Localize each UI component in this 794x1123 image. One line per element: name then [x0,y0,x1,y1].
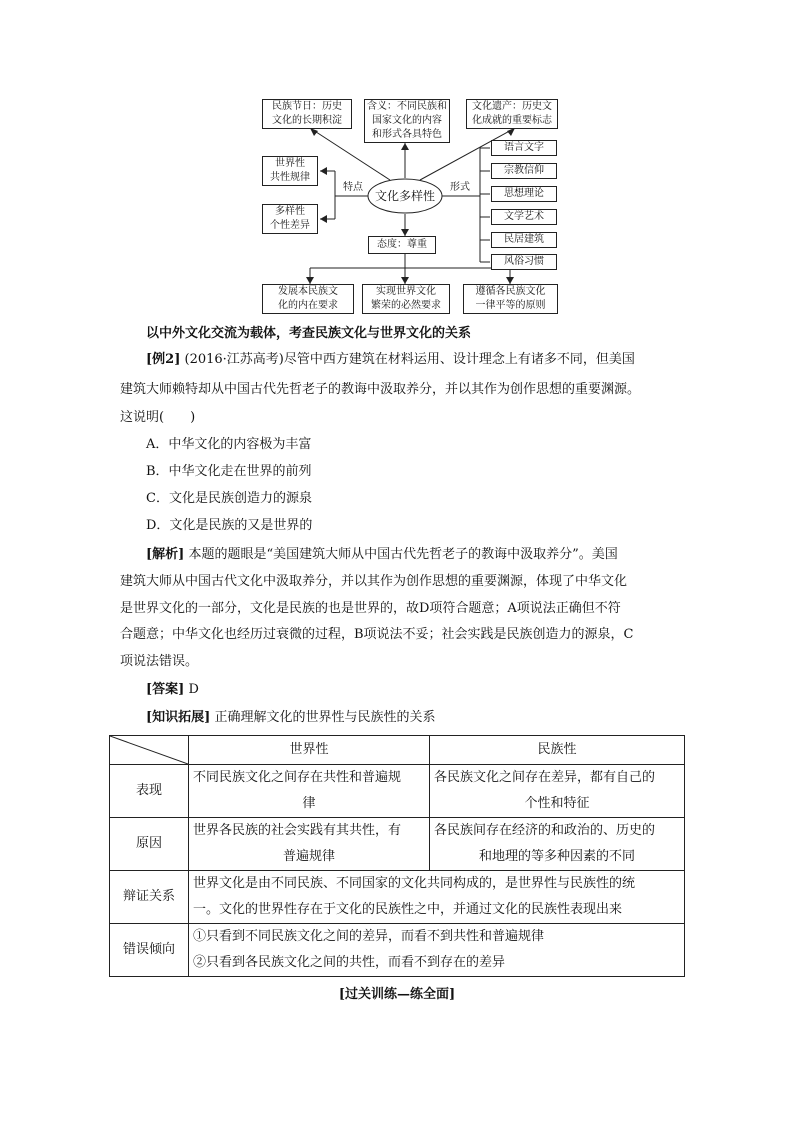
cell-line: 和地理的等多种因素的不同 [478,849,635,864]
section-heading: 以中外文化交流为载体，考查民族文化与世界文化的关系 [146,326,472,341]
knowledge-line [146,705,435,731]
comparison-table [109,735,685,977]
diagonal-header-cell [110,736,189,765]
cell-line: 普遍规律 [282,849,335,864]
attitude-box: 态度：尊重 [368,236,436,254]
diagram-box-universality [262,156,318,186]
form-box: 语言文字 [491,140,557,156]
row-label: 辩证关系 [110,871,189,924]
table-cell [189,924,685,977]
cell-line: 律 [302,796,316,811]
answer-line [146,677,199,703]
table-cell [189,871,685,924]
box-line: 多样性 [275,206,305,217]
form-label: 形式 [450,182,470,193]
answer-tag: [答案] [146,682,185,697]
diagonal-line [110,736,188,764]
box-line: 遵循各民族文化 [475,286,546,297]
box-line: 化的内在要求 [278,300,338,311]
box-line: 和形式各具特色 [372,129,442,140]
diagram-connectors [0,0,794,330]
diagram-box-festival [262,99,352,129]
box-line: 世界性 [275,158,305,169]
table-row [110,818,685,871]
answer-value: D [188,682,199,697]
knowledge-title: 正确理解文化的世界性与民族性的关系 [214,710,436,725]
analysis-text-4: 合题意；中华文化也经历过衰微的过程，B项说法不妥；社会实践是民族创造力的源泉，C [120,627,634,642]
diagram-box-develop [262,284,354,314]
feature-label: 特点 [343,182,363,193]
header-universality: 世界性 [189,736,430,765]
cell-line: 各民族间存在经济的和政治的、历史的 [434,823,656,838]
analysis-text-3: 是世界文化的一部分，文化是民族的也是世界的，故D项符合题意；A项说法正确但不符 [120,601,621,616]
table-row [110,924,685,977]
box-line: 共性规律 [270,172,310,183]
box-line: 发展本民族文 [278,286,338,297]
analysis-first-line [146,542,618,568]
box-line: 个性差异 [270,220,310,231]
box-line: 含义：不同民族和 [367,101,447,112]
box-line: 实现世界文化 [376,286,436,297]
diagram-box-heritage [466,99,558,129]
example-stem-1: 尽管中西方建筑在材料运用、设计理念上有诸多不同，但美国 [283,352,635,367]
box-line: 一律平等的原则 [475,300,546,311]
table-header-row [110,736,685,765]
form-box: 宗教信仰 [491,163,557,179]
option-b: B．中华文化走在世界的前列 [146,464,312,479]
box-line: 文化遗产：历史文 [472,101,552,112]
example-first-line [146,347,635,373]
cell-line: 一。文化的世界性存在于文化的民族性之中，并通过文化的民族性表现出来 [193,902,623,917]
box-line: 民族节日：历史 [272,101,342,112]
row-label: 错误倾向 [110,924,189,977]
box-line: 化成就的重要标志 [472,115,552,126]
example-tag: [例2] [146,352,181,367]
example-stem-2: 建筑大师赖特却从中国古代先哲老子的教诲中汲取养分，并以其作为创作思想的重要渊源。 [120,382,641,397]
option-a: A．中华文化的内容极为丰富 [146,437,312,452]
form-box: 风俗习惯 [491,254,557,270]
form-box: 文学艺术 [491,209,557,225]
box-line: 文化的长期积淀 [272,115,342,126]
header-nationality: 民族性 [430,736,685,765]
table-cell [430,818,685,871]
section-footer: [过关训练—练全面] [338,987,456,1002]
cell-line: ②只看到各民族文化之间的共性，而看不到存在的差异 [193,955,506,970]
box-line: 繁荣的必然要求 [371,300,441,311]
cell-line: 个性和特征 [524,796,590,811]
center-label: 文化多样性 [374,189,435,203]
table-row [110,871,685,924]
box-line: 国家文化的内容 [372,115,442,126]
option-c: C．文化是民族创造力的源泉 [146,491,312,506]
example-stem-3: 这说明( ) [120,410,196,425]
row-label: 原因 [110,818,189,871]
knowledge-tag: [知识拓展] [146,710,211,725]
form-box: 思想理论 [491,186,557,202]
form-box: 民居建筑 [491,232,557,248]
cell-line: 世界各民族的社会实践有其共性，有 [193,823,402,838]
analysis-text-1: 本题的题眼是“美国建筑大师从中国古代先哲老子的教诲中汲取养分”。美国 [188,547,618,562]
table-row [110,765,685,818]
table-cell [430,765,685,818]
diagram-box-equality [463,284,558,314]
table-cell [189,818,430,871]
diagram-box-prosperity [362,284,450,314]
cell-line: 不同民族文化之间存在共性和普遍规 [193,770,402,785]
diagram-box-diversity [262,204,318,234]
cell-line: ①只看到不同民族文化之间的差异，而看不到共性和普遍规律 [193,929,545,944]
row-label: 表现 [110,765,189,818]
table-cell [189,765,430,818]
example-source: (2016·江苏高考) [184,352,284,367]
cell-line: 世界文化是由不同民族、不同国家的文化共同构成的，是世界性与民族性的统 [193,876,636,891]
option-d: D．文化是民族的又是世界的 [146,518,313,533]
cell-line: 各民族文化之间存在差异，都有自己的 [434,770,656,785]
analysis-text-5: 项说法错误。 [120,654,199,669]
analysis-text-2: 建筑大师从中国古代文化中汲取养分，并以其作为创作思想的重要渊源，体现了中华文化 [120,574,628,589]
diagram-box-meaning [364,99,450,143]
analysis-tag: [解析] [146,547,185,562]
